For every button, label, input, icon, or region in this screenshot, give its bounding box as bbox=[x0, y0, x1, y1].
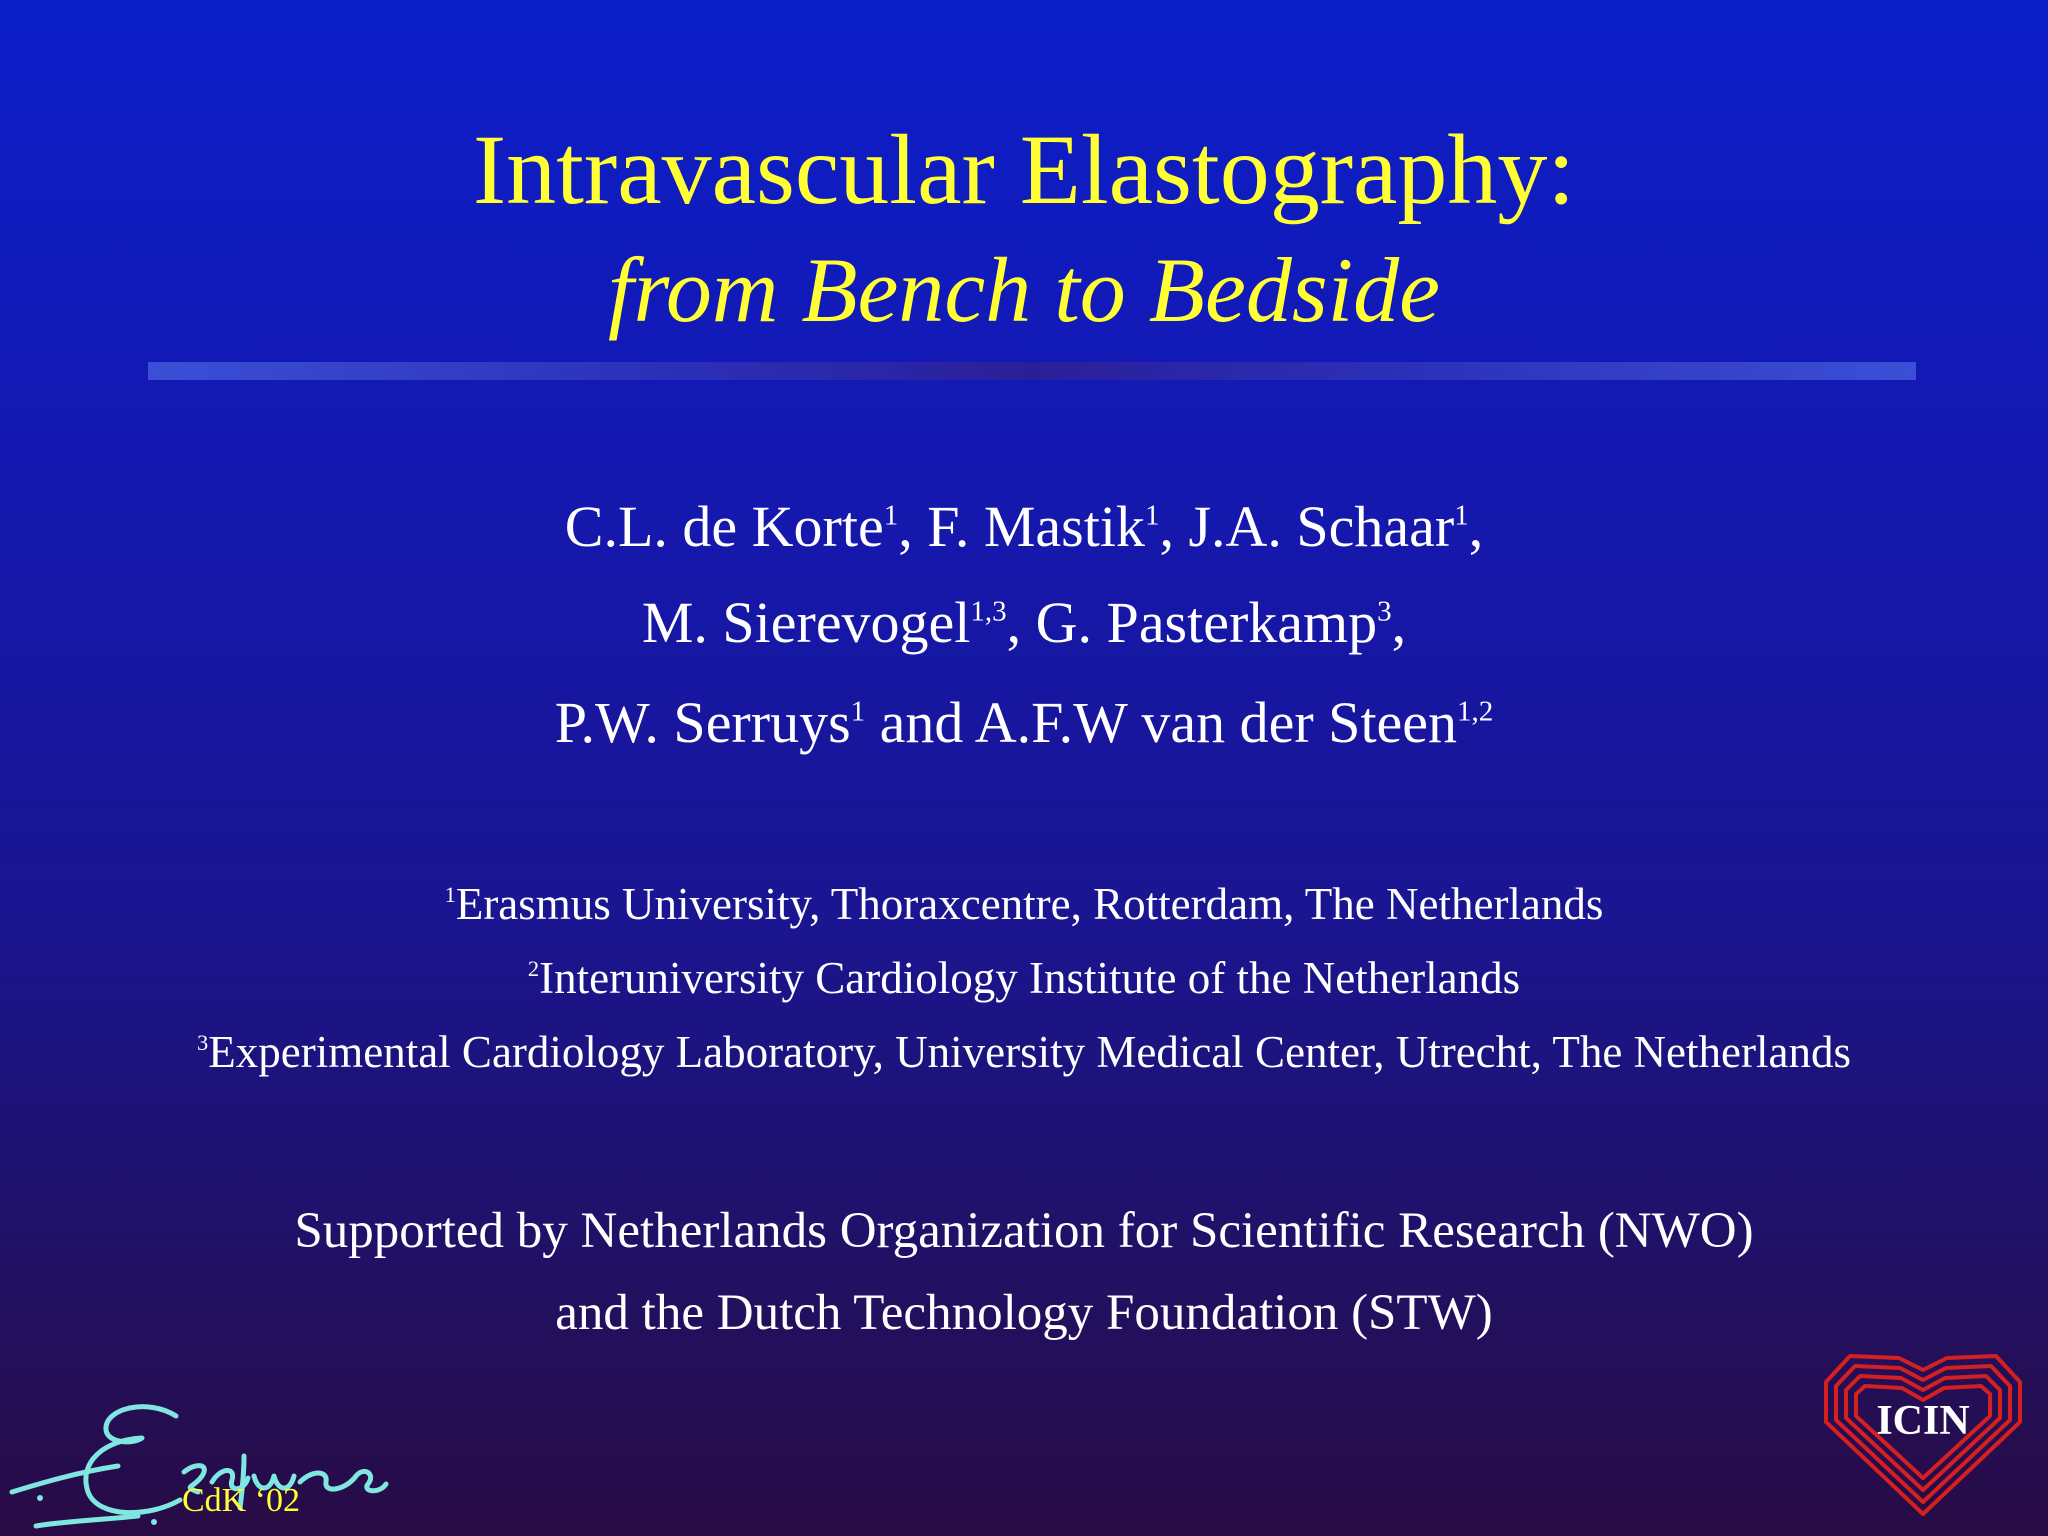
slide-credit: CdK ‘02 bbox=[182, 1482, 301, 1519]
funding-line: and the Dutch Technology Foundation (STW) bbox=[555, 1285, 1493, 1341]
author-affiliation-mark: 1,2 bbox=[1457, 695, 1494, 728]
slide-title: Intravascular Elastography: bbox=[472, 114, 1576, 225]
affiliation-text: Interuniversity Cardiology Institute of the Netherlands bbox=[539, 953, 1521, 1003]
affiliation-text: Erasmus University, Thoraxcentre, Rotterdam, The Netherlands bbox=[455, 879, 1604, 929]
affiliation-number: 3 bbox=[197, 1030, 209, 1056]
author-line bbox=[0, 494, 2048, 559]
author-affiliation-mark: 1 bbox=[850, 695, 866, 728]
affiliation-number: 2 bbox=[527, 956, 540, 982]
author-name: J.A. Schaar bbox=[1188, 494, 1455, 559]
author-affiliation-mark: 1 bbox=[883, 499, 899, 532]
author-affiliation-mark: 1,3 bbox=[970, 595, 1007, 628]
author-name: C.L. de Korte bbox=[564, 494, 884, 559]
author-name: F. Mastik bbox=[927, 494, 1145, 559]
author-name: P.W. Serruys bbox=[554, 690, 851, 755]
author-name: A.F.W van der Steen bbox=[974, 690, 1458, 755]
author-separator: , bbox=[1468, 494, 1484, 559]
affiliation-line bbox=[0, 879, 2048, 929]
author-separator: , bbox=[898, 494, 928, 559]
icin-label: ICIN bbox=[1876, 1398, 1970, 1444]
author-line bbox=[0, 690, 2048, 755]
author-affiliation-mark: 1 bbox=[1144, 499, 1160, 532]
author-affiliation-mark: 1 bbox=[1454, 499, 1469, 532]
author-separator: , bbox=[1006, 590, 1036, 655]
author-line bbox=[0, 590, 2048, 655]
affiliation-number: 1 bbox=[444, 882, 456, 908]
affiliation-line bbox=[0, 953, 2048, 1003]
author-name: G. Pasterkamp bbox=[1035, 590, 1378, 655]
affiliation-text: Experimental Cardiology Laboratory, University Medical Center, Utrecht, The Netherlands bbox=[208, 1027, 1851, 1077]
author-separator: , bbox=[1391, 590, 1407, 655]
funding-line: Supported by Netherlands Organization for Scientific Research (NWO) bbox=[294, 1203, 1754, 1259]
author-affiliation-mark: 3 bbox=[1377, 595, 1392, 628]
author-separator: , bbox=[1159, 494, 1189, 559]
author-separator: and bbox=[865, 690, 975, 755]
affiliation-line bbox=[0, 1027, 2048, 1077]
slide-subtitle: from Bench to Bedside bbox=[607, 239, 1441, 341]
title-divider bbox=[148, 362, 1916, 380]
author-name: M. Sierevogel bbox=[641, 590, 971, 655]
